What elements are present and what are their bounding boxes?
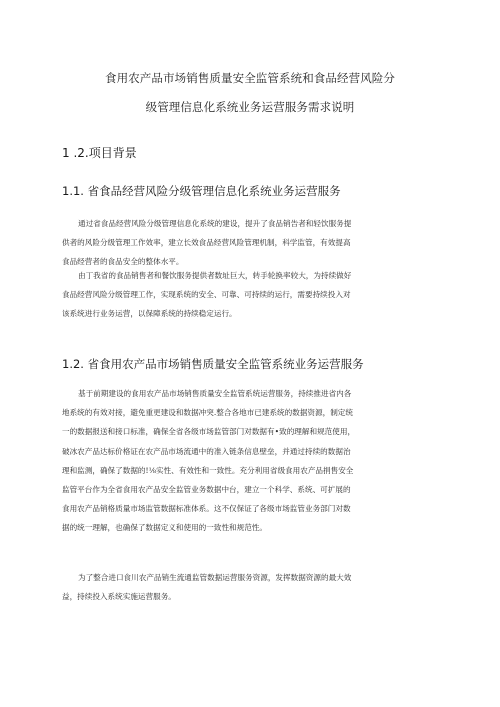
paragraph-line: 据的统一理解，也确保了数据定义和使用的一致性和规范性。 [62, 523, 268, 533]
paragraph-line: 一的数据报送和接口标准，确保全省各级市场监管部门对数据有•致的理解和规范使用， [62, 427, 356, 437]
paragraph-line: 益，持续投入系统实施运营服务。 [62, 592, 176, 602]
paragraph-1-2-b [62, 568, 438, 606]
paragraph-line: 食品经营者的食品安全的整体水平。 [62, 257, 184, 267]
subsection-heading-1-2: 1.2. 省食用农产品市场销售质量安全监管系统业务运营服务 [62, 357, 364, 371]
document-title-line-1: 食用农产品市场销售质量安全监管系统和食品经营风险分 [105, 71, 395, 85]
paragraph-line: 该系统进行业务运营，以保障系统的持续稳定运行。 [62, 309, 237, 319]
paragraph-line: 食用农产品销格质量市场监管数据标准体系。这不仅保证了各级市场监管业务部门对数 [62, 504, 351, 514]
paragraph-line: 破冰农产品达标价格证在农产品市场流通中的准入链条信息壁垒，并通过持续的数据治 [62, 446, 351, 456]
paragraph-line: 食品经营风险分级管理工作，实现系统的安全、可靠、可持续的运行，需要持续投入对 [62, 290, 351, 300]
paragraph-1-1-b [62, 266, 438, 324]
paragraph-line: 由丁我省的食品销售者和餐饮服务提供者数址巨大，转手轮换率较大，为持续做好 [78, 271, 352, 280]
paragraph-line: 供者的风险分级管理工作效率，建立长效食品经营风险管理机制，科学监管，有效提高 [62, 238, 351, 248]
document-title-line-2: 级管理信息化系统业务运营服务需求说明 [145, 100, 355, 114]
paragraph-1-1-a [62, 214, 438, 272]
paragraph-line: 基于前期建设的食用农产品市场销售质量安全监管系统运营服务，持续推进省内各 [78, 389, 352, 398]
section-heading: 1 .2.项目背景 [62, 146, 137, 160]
paragraph-line: 通过省食品经营风险分级管理信息化系统的建设，提升了食品销告者和轻饮服务提 [78, 219, 352, 228]
paragraph-line: 地系统的有效对接，避免重更建设和数据冲突.整合各地市已建系统的数据资源，制定统 [62, 408, 353, 418]
paragraph-line: 为了整合进口食川农产品销生流通监管数据运营服务资源，发挥数据资源的最大效 [78, 573, 352, 582]
paragraph-line: 监管平台作为全省食用农产品安全监管业务数据中台，建立一个科学、系统、可扩展的 [62, 485, 351, 495]
subsection-heading-1-1: 1.1. 省食品经营风险分级管理信息化系统业务运营服务 [62, 184, 341, 198]
paragraph-1-2-a [62, 384, 438, 538]
paragraph-line: 理和监测，确保了数据的!⅛实性、有效性和一致性。充分利用省级食用农产品捐售安全 [62, 465, 354, 475]
